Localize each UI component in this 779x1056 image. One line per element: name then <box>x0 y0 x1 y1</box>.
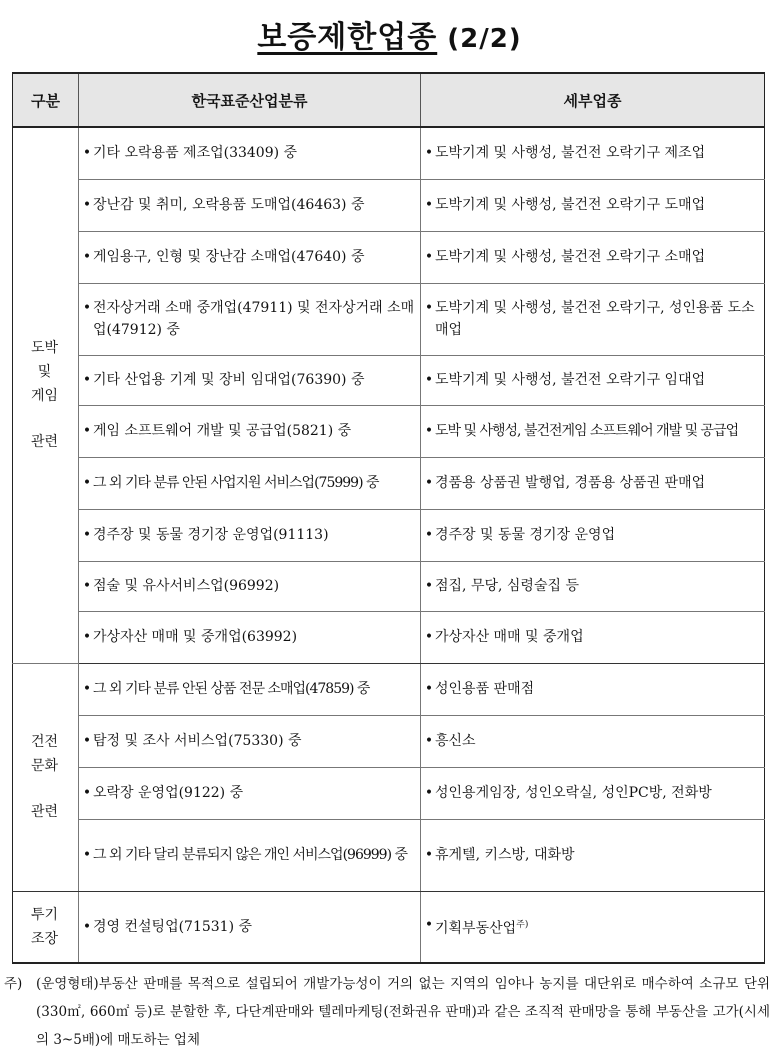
table-row <box>13 127 765 179</box>
table-row <box>13 179 765 231</box>
group-label-speculation: 투기 조장 <box>13 891 79 963</box>
detail-cell: • 도박기계 및 사행성, 불건전 오락기구 임대업 <box>421 355 765 405</box>
detail-cell: • 도박기계 및 사행성, 불건전 오락기구, 성인용품 도소매업 <box>421 283 765 355</box>
table-row <box>13 715 765 767</box>
table-row <box>13 405 765 457</box>
industry-cell: • 경주장 및 동물 경기장 운영업(91113) <box>79 509 421 561</box>
footnote-text: (운영형태)부동산 판매를 목적으로 설립되어 개발가능성이 거의 없는 지역의 임야나 농지를 대단위로 매수하여 소규모 단위(330㎡, 660㎡ 등)로 분할한 후, 다단계판매와 텔레마케팅(전화권유 판매)과 같은 조직적 판매망을 통해 부동산을 고가(시세의 3~5배)에 매도하는 업체 <box>36 976 770 1048</box>
table-header-row <box>13 73 765 127</box>
table-row <box>13 819 765 891</box>
title-page-number: (2/2) <box>447 24 522 54</box>
detail-cell: • 흥신소 <box>421 715 765 767</box>
industry-cell: • 그 외 기타 분류 안된 사업지원 서비스업(75999) 중 <box>79 457 421 509</box>
industry-cell: • 게임용구, 인형 및 장난감 소매업(47640) 중 <box>79 231 421 283</box>
table-row <box>13 611 765 663</box>
detail-cell: • 기획부동산업$^{주)}$ <box>421 891 765 963</box>
industry-cell: • 기타 오락용품 제조업(33409) 중 <box>79 127 421 179</box>
detail-cell: • 도박기계 및 사행성, 불건전 오락기구 도매업 <box>421 179 765 231</box>
table-row <box>13 457 765 509</box>
table-row <box>13 231 765 283</box>
industry-cell: • 오락장 운영업(9122) 중 <box>79 767 421 819</box>
group-label-gambling: 도박 및 게임 관련 <box>13 127 79 663</box>
table-row <box>13 561 765 611</box>
industry-cell: • 기타 산업용 기계 및 장비 임대업(76390) 중 <box>79 355 421 405</box>
detail-cell: • 휴게텔, 키스방, 대화방 <box>421 819 765 891</box>
industry-cell: • 탐정 및 조사 서비스업(75330) 중 <box>79 715 421 767</box>
header-detail: 세부업종 <box>421 73 765 127</box>
detail-cell: • 가상자산 매매 및 중개업 <box>421 611 765 663</box>
detail-cell: • 도박 및 사행성, 불건전게임 소프트웨어 개발 및 공급업 <box>421 405 765 457</box>
industry-cell: • 그 외 기타 분류 안된 상품 전문 소매업(47859) 중 <box>79 663 421 715</box>
footnote-marker: 주) <box>4 976 23 992</box>
header-category: 구분 <box>13 73 79 127</box>
restricted-industries-table <box>12 72 765 964</box>
table-row <box>13 355 765 405</box>
header-ksic: 한국표준산업분류 <box>79 73 421 127</box>
industry-cell: • 점술 및 유사서비스업(96992) <box>79 561 421 611</box>
detail-cell: • 성인용품 판매점 <box>421 663 765 715</box>
footnote-ref: 주) <box>516 919 529 930</box>
industry-cell: • 장난감 및 취미, 오락용품 도매업(46463) 중 <box>79 179 421 231</box>
table-row <box>13 283 765 355</box>
industry-cell: • 경영 컨설팅업(71531) 중 <box>79 891 421 963</box>
table-row <box>13 767 765 819</box>
detail-cell: • 성인용게임장, 성인오락실, 성인PC방, 전화방 <box>421 767 765 819</box>
table-row <box>13 663 765 715</box>
industry-cell: • 게임 소프트웨어 개발 및 공급업(5821) 중 <box>79 405 421 457</box>
title-main: 보증제한업종 <box>257 20 438 55</box>
page-title <box>0 12 779 56</box>
industry-cell: • 가상자산 매매 및 중개업(63992) <box>79 611 421 663</box>
detail-cell: • 경품용 상품권 발행업, 경품용 상품권 판매업 <box>421 457 765 509</box>
footnote <box>4 970 770 1054</box>
table-row <box>13 891 765 963</box>
detail-cell: • 도박기계 및 사행성, 불건전 오락기구 소매업 <box>421 231 765 283</box>
detail-cell: • 점집, 무당, 심령술집 등 <box>421 561 765 611</box>
detail-cell: • 경주장 및 동물 경기장 운영업 <box>421 509 765 561</box>
industry-cell: • 전자상거래 소매 중개업(47911) 및 전자상거래 소매업(47912) 중 <box>79 283 421 355</box>
detail-cell: • 도박기계 및 사행성, 불건전 오락기구 제조업 <box>421 127 765 179</box>
table-row <box>13 509 765 561</box>
group-label-culture: 건전 문화 관련 <box>13 663 79 891</box>
industry-cell: • 그 외 기타 달리 분류되지 않은 개인 서비스업(96999) 중 <box>79 819 421 891</box>
